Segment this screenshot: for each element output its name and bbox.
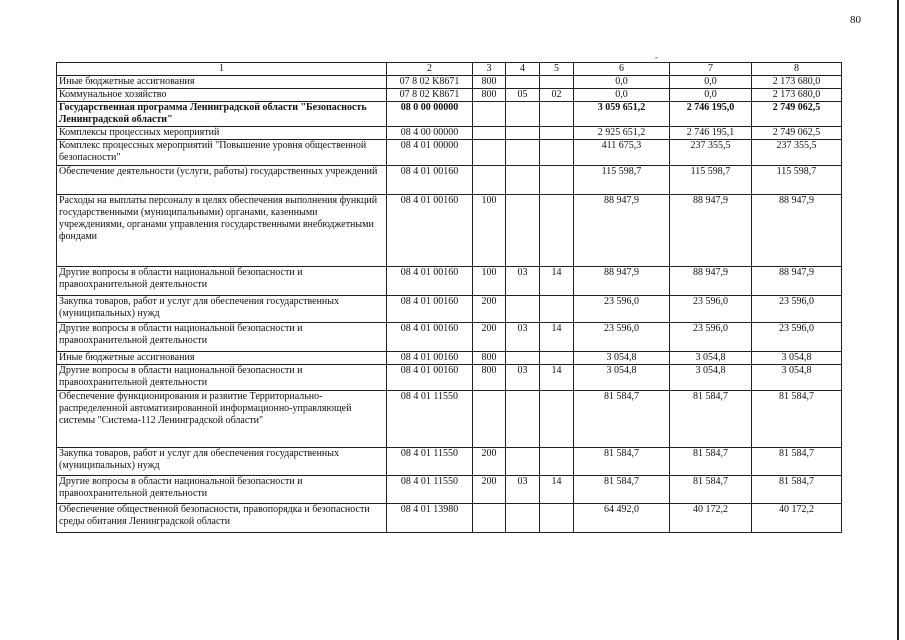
subsection-cell — [540, 76, 574, 89]
target-code-cell: 08 4 00 00000 — [387, 127, 473, 140]
table-row — [57, 76, 842, 89]
amount-year2-cell: 23 596,0 — [670, 296, 752, 323]
amount-year1-cell: 0,0 — [574, 89, 670, 102]
item-name-cell: Государственная программа Ленинградской области "Безопасность Ленинградской области" — [57, 102, 387, 127]
section-cell — [506, 504, 540, 533]
item-name-cell: Комплексы процессных мероприятий — [57, 127, 387, 140]
expense-type-cell: 800 — [473, 89, 506, 102]
amount-year3-cell: 115 598,7 — [752, 166, 842, 195]
item-name-cell: Расходы на выплаты персоналу в целях обеспечения выполнения функций государственными (муниципальными) органами, казенными учреждениями, органами управления государственными внебюджетными фондами — [57, 195, 387, 267]
table-row — [57, 267, 842, 296]
section-cell: 03 — [506, 476, 540, 504]
section-cell — [506, 140, 540, 166]
amount-year2-cell: 2 746 195,1 — [670, 127, 752, 140]
amount-year3-cell: 23 596,0 — [752, 323, 842, 352]
expense-type-cell: 800 — [473, 76, 506, 89]
expense-type-cell — [473, 504, 506, 533]
amount-year2-cell: 81 584,7 — [670, 448, 752, 476]
amount-year3-cell: 81 584,7 — [752, 391, 842, 448]
section-cell: 05 — [506, 89, 540, 102]
item-name-cell: Обеспечение функционирования и развитие Территориально-распределенной автоматизированной информационно-управляющей системы "Система-112 Ленинградской области" — [57, 391, 387, 448]
amount-year1-cell: 81 584,7 — [574, 476, 670, 504]
amount-year2-cell: 237 355,5 — [670, 140, 752, 166]
target-code-cell: 07 8 02 K8671 — [387, 76, 473, 89]
amount-year1-cell: 88 947,9 — [574, 267, 670, 296]
item-name-cell: Комплекс процессных мероприятий "Повышение уровня общественной безопасности" — [57, 140, 387, 166]
target-code-cell: 08 4 01 00160 — [387, 365, 473, 391]
target-code-cell: 08 4 01 00160 — [387, 323, 473, 352]
amount-year2-cell: 81 584,7 — [670, 391, 752, 448]
amount-year3-cell: 2 749 062,5 — [752, 127, 842, 140]
amount-year2-cell: 115 598,7 — [670, 166, 752, 195]
subsection-cell — [540, 352, 574, 365]
target-code-cell: 08 4 01 11550 — [387, 476, 473, 504]
section-cell: 03 — [506, 365, 540, 391]
amount-year2-cell: 81 584,7 — [670, 476, 752, 504]
item-name-cell: Другие вопросы в области национальной безопасности и правоохранительной деятельности — [57, 267, 387, 296]
amount-year2-cell: 0,0 — [670, 89, 752, 102]
subsection-cell — [540, 140, 574, 166]
section-cell — [506, 76, 540, 89]
expense-type-cell: 800 — [473, 352, 506, 365]
amount-year1-cell: 3 054,8 — [574, 352, 670, 365]
item-name-cell: Другие вопросы в области национальной безопасности и правоохранительной деятельности — [57, 323, 387, 352]
amount-year3-cell: 88 947,9 — [752, 195, 842, 267]
subsection-cell — [540, 391, 574, 448]
item-name-cell: Другие вопросы в области национальной безопасности и правоохранительной деятельности — [57, 476, 387, 504]
header-cell: 3 — [473, 63, 506, 76]
amount-year1-cell: 2 925 651,2 — [574, 127, 670, 140]
table-row — [57, 166, 842, 195]
item-name-cell: Закупка товаров, работ и услуг для обеспечения государственных (муниципальных) нужд — [57, 296, 387, 323]
expense-type-cell — [473, 127, 506, 140]
table-row — [57, 504, 842, 533]
amount-year3-cell: 2 749 062,5 — [752, 102, 842, 127]
item-name-cell: Иные бюджетные ассигнования — [57, 352, 387, 365]
decorative-dash: - — [655, 52, 658, 62]
amount-year1-cell: 23 596,0 — [574, 296, 670, 323]
expense-type-cell: 800 — [473, 365, 506, 391]
amount-year1-cell: 3 059 651,2 — [574, 102, 670, 127]
header-cell: 8 — [752, 63, 842, 76]
subsection-cell — [540, 504, 574, 533]
subsection-cell: 14 — [540, 476, 574, 504]
amount-year3-cell: 23 596,0 — [752, 296, 842, 323]
expense-type-cell: 200 — [473, 448, 506, 476]
target-code-cell: 08 4 01 00160 — [387, 296, 473, 323]
expense-type-cell: 200 — [473, 296, 506, 323]
header-cell: 5 — [540, 63, 574, 76]
column-number-header — [57, 63, 842, 76]
subsection-cell — [540, 102, 574, 127]
table-row — [57, 89, 842, 102]
section-cell — [506, 102, 540, 127]
section-cell — [506, 352, 540, 365]
subsection-cell — [540, 296, 574, 323]
item-name-cell: Закупка товаров, работ и услуг для обеспечения государственных (муниципальных) нужд — [57, 448, 387, 476]
page-edge-line — [897, 0, 899, 640]
section-cell: 03 — [506, 267, 540, 296]
header-cell: 6 — [574, 63, 670, 76]
item-name-cell: Иные бюджетные ассигнования — [57, 76, 387, 89]
table-row — [57, 391, 842, 448]
target-code-cell: 08 4 01 00000 — [387, 140, 473, 166]
subsection-cell — [540, 448, 574, 476]
amount-year1-cell: 64 492,0 — [574, 504, 670, 533]
page-number: 80 — [850, 14, 861, 26]
amount-year3-cell: 81 584,7 — [752, 476, 842, 504]
table-row — [57, 195, 842, 267]
expense-type-cell — [473, 102, 506, 127]
amount-year2-cell: 2 746 195,0 — [670, 102, 752, 127]
header-cell: 2 — [387, 63, 473, 76]
section-cell: 03 — [506, 323, 540, 352]
subsection-cell — [540, 127, 574, 140]
amount-year3-cell: 3 054,8 — [752, 352, 842, 365]
target-code-cell: 08 4 01 00160 — [387, 352, 473, 365]
expense-type-cell: 200 — [473, 476, 506, 504]
amount-year2-cell: 88 947,9 — [670, 267, 752, 296]
amount-year2-cell: 3 054,8 — [670, 352, 752, 365]
subsection-cell: 14 — [540, 365, 574, 391]
table-row — [57, 127, 842, 140]
target-code-cell: 08 4 01 00160 — [387, 195, 473, 267]
amount-year2-cell: 0,0 — [670, 76, 752, 89]
table-row — [57, 365, 842, 391]
expense-type-cell: 100 — [473, 195, 506, 267]
subsection-cell: 02 — [540, 89, 574, 102]
amount-year2-cell: 23 596,0 — [670, 323, 752, 352]
subsection-cell — [540, 195, 574, 267]
section-cell — [506, 195, 540, 267]
item-name-cell: Другие вопросы в области национальной безопасности и правоохранительной деятельности — [57, 365, 387, 391]
amount-year2-cell: 88 947,9 — [670, 195, 752, 267]
amount-year1-cell: 81 584,7 — [574, 448, 670, 476]
section-cell — [506, 166, 540, 195]
amount-year1-cell: 3 054,8 — [574, 365, 670, 391]
table-row — [57, 296, 842, 323]
table-row — [57, 102, 842, 127]
section-cell — [506, 448, 540, 476]
subsection-cell — [540, 166, 574, 195]
target-code-cell: 08 4 01 11550 — [387, 391, 473, 448]
amount-year3-cell: 2 173 680,0 — [752, 89, 842, 102]
table-row — [57, 476, 842, 504]
amount-year3-cell: 3 054,8 — [752, 365, 842, 391]
expense-type-cell: 200 — [473, 323, 506, 352]
item-name-cell: Коммунальное хозяйство — [57, 89, 387, 102]
subsection-cell: 14 — [540, 323, 574, 352]
item-name-cell: Обеспечение общественной безопасности, правопорядка и безопасности среды обитания Ленинградской области — [57, 504, 387, 533]
header-cell: 1 — [57, 63, 387, 76]
amount-year1-cell: 411 675,3 — [574, 140, 670, 166]
amount-year1-cell: 0,0 — [574, 76, 670, 89]
amount-year3-cell: 40 172,2 — [752, 504, 842, 533]
item-name-cell: Обеспечение деятельности (услуги, работы) государственных учреждений — [57, 166, 387, 195]
expense-type-cell — [473, 166, 506, 195]
table-row — [57, 448, 842, 476]
amount-year1-cell: 81 584,7 — [574, 391, 670, 448]
target-code-cell: 08 0 00 00000 — [387, 102, 473, 127]
amount-year1-cell: 23 596,0 — [574, 323, 670, 352]
section-cell — [506, 296, 540, 323]
table-row — [57, 352, 842, 365]
section-cell — [506, 391, 540, 448]
subsection-cell: 14 — [540, 267, 574, 296]
target-code-cell: 08 4 01 13980 — [387, 504, 473, 533]
amount-year1-cell: 88 947,9 — [574, 195, 670, 267]
expense-type-cell — [473, 391, 506, 448]
amount-year2-cell: 40 172,2 — [670, 504, 752, 533]
target-code-cell: 08 4 01 00160 — [387, 267, 473, 296]
target-code-cell: 08 4 01 00160 — [387, 166, 473, 195]
section-cell — [506, 127, 540, 140]
amount-year3-cell: 81 584,7 — [752, 448, 842, 476]
amount-year2-cell: 3 054,8 — [670, 365, 752, 391]
table-row — [57, 140, 842, 166]
amount-year3-cell: 2 173 680,0 — [752, 76, 842, 89]
amount-year1-cell: 115 598,7 — [574, 166, 670, 195]
amount-year3-cell: 88 947,9 — [752, 267, 842, 296]
header-cell: 7 — [670, 63, 752, 76]
table-row — [57, 323, 842, 352]
budget-table — [56, 62, 842, 533]
expense-type-cell: 100 — [473, 267, 506, 296]
amount-year3-cell: 237 355,5 — [752, 140, 842, 166]
expense-type-cell — [473, 140, 506, 166]
target-code-cell: 07 8 02 K8671 — [387, 89, 473, 102]
target-code-cell: 08 4 01 11550 — [387, 448, 473, 476]
header-cell: 4 — [506, 63, 540, 76]
